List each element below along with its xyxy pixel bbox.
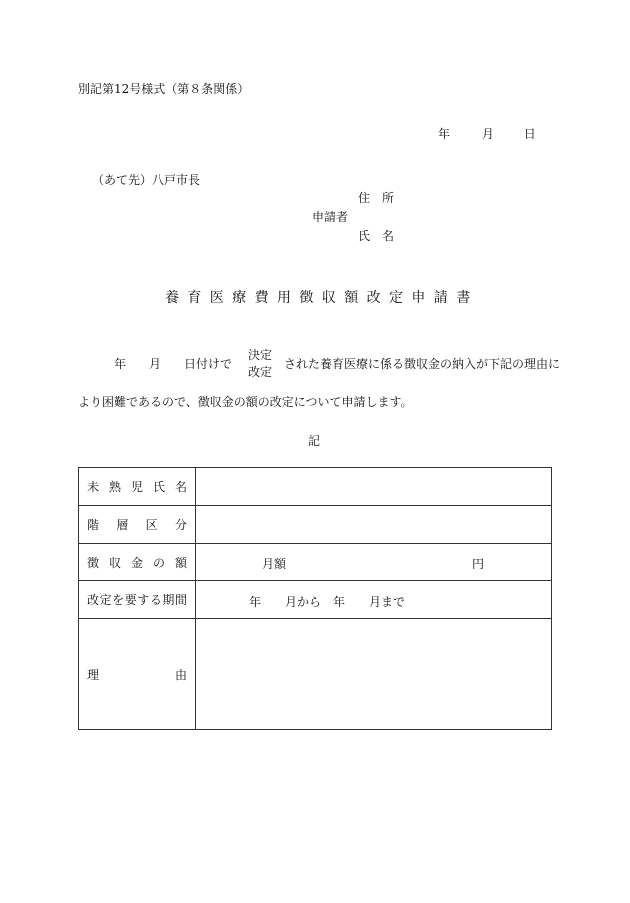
body-line-1: [78, 346, 561, 379]
label-char: 要: [124, 593, 137, 607]
document-title: 養育医療費用徴収額改定申請書: [165, 290, 479, 306]
label-char: 定: [99, 593, 112, 607]
table-row-amount: [79, 544, 552, 581]
application-table: [78, 467, 552, 730]
table-row-reason: [79, 619, 552, 730]
addressee: （あて先）八戸市長: [92, 173, 201, 187]
label-char: 金: [130, 555, 143, 570]
table-row-child-name: [79, 468, 552, 506]
label-char: 分: [174, 518, 187, 532]
label-char: 児: [130, 480, 143, 494]
amount-yen: 円: [472, 557, 485, 571]
label-char: 徴: [87, 555, 100, 570]
body-line-2: より困難であるので、徴収金の額の改定について申請します。: [78, 395, 413, 409]
applicant-address-label: 住 所: [358, 191, 395, 205]
reason-field[interactable]: [196, 619, 552, 730]
label-char: 収: [108, 555, 121, 570]
date-month: 月: [481, 127, 494, 141]
table-row-period: [79, 581, 552, 619]
date-line: [438, 125, 536, 142]
child-name-field[interactable]: [196, 468, 552, 506]
choice-kettei: 決定: [248, 348, 273, 362]
label-char: 間: [174, 593, 187, 607]
label-char: る: [149, 593, 162, 607]
label-char: 層: [116, 518, 129, 532]
label-char: 区: [145, 518, 158, 532]
note-heading: 記: [308, 434, 321, 448]
label-char: の: [152, 555, 165, 570]
label-char: 理: [87, 667, 100, 682]
row-label-amount: [87, 554, 187, 571]
row-label-tier: [87, 516, 187, 533]
period-field[interactable]: [196, 581, 552, 619]
form-number: 別記第12号様式（第８条関係）: [78, 82, 250, 96]
label-char: 階: [87, 518, 100, 532]
label-char: 熟: [108, 480, 121, 494]
row-label-reason: [87, 666, 187, 683]
amount-monthly: 月額: [262, 557, 287, 571]
date-day: 日: [523, 127, 536, 141]
applicant-name-label: 氏 名: [358, 229, 395, 243]
label-char: 期: [162, 593, 175, 607]
label-char: 氏: [152, 480, 165, 494]
applicant-role-label: 申請者: [312, 210, 349, 224]
label-char: 額: [174, 555, 187, 570]
label-char: を: [112, 593, 125, 607]
period-text: 年 月から 年 月まで: [249, 595, 406, 609]
label-char: 改: [87, 593, 100, 607]
body-month: 月: [149, 357, 162, 371]
amount-field[interactable]: [196, 544, 552, 581]
label-char: す: [137, 593, 150, 607]
row-label-period: [87, 591, 187, 608]
tier-field[interactable]: [196, 506, 552, 544]
row-label-child-name: [87, 478, 187, 495]
label-char: 名: [174, 480, 187, 494]
label-char: 未: [87, 480, 100, 494]
body-dated: 日付けで: [184, 357, 233, 371]
label-char: 由: [174, 667, 187, 682]
date-year: 年: [438, 127, 451, 141]
choice-kaitei: 改定: [248, 365, 273, 379]
table-row-tier: [79, 506, 552, 544]
body-line-1-rest: された養育医療に係る徴収金の納入が下記の理由に: [284, 357, 561, 371]
body-year: 年: [114, 357, 127, 371]
